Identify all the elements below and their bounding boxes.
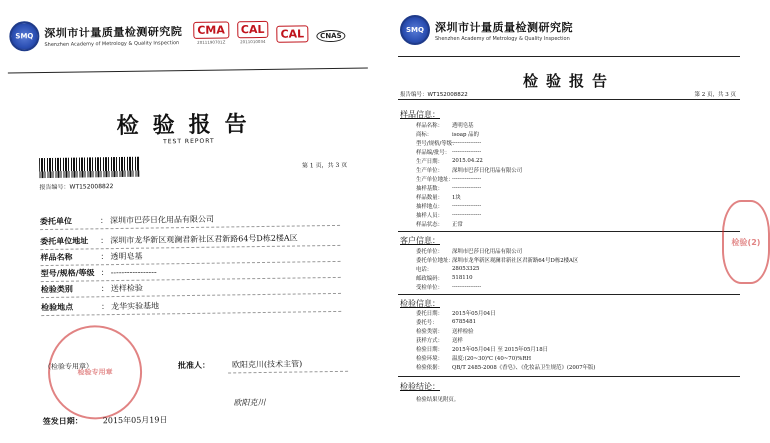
cert-cal-2: CAL [276,25,308,43]
info-row: 样品名称： 透明皂基 [416,122,474,129]
section-test-info: 检验信息： [400,299,440,308]
report-number: 报告编号：WT152008822 [39,183,114,192]
signature: 欧阳克川 [233,397,266,407]
report-title: 检验报告 [116,111,261,140]
cert-cnas: CNAS [316,30,346,43]
seal-caption: （检验专用章） [43,362,94,372]
info-row: 生产日期： 2015.04.22 [416,157,483,165]
info-row: 委托日期： 2015年05月04日 [416,310,496,317]
field-approver: 批准人： 欧阳克川(技术主管) [177,358,303,370]
info-row: 型号/规格/等级： ---------------- [416,139,482,147]
report-page-1 [3,5,377,442]
report-page-2 [392,10,761,440]
divider [398,99,740,100]
barcode [39,157,139,178]
info-row: 生产单位地址： ---------------- [416,175,482,183]
info-row: 检验日期： 2015年05月04日 至 2015年05月18日 [416,346,549,353]
side-seal: 检验(2) [722,200,770,284]
org-name-en: Shenzhen Academy of Metrology & Quality Inspection [44,39,180,48]
divider [398,294,740,295]
info-row: 获样方式： 送样 [416,337,463,344]
org-header [9,18,182,52]
info-row: 样品编/批号： ---------------- [416,148,482,156]
field-client: 委托单位 ： 深圳市巴莎日化用品有限公司 [39,214,214,226]
field-issue-date: 签发日期： 2015年05月19日 [42,414,168,426]
info-row: 受检单位： ---------------- [416,283,482,291]
smq-logo: SMQ [400,15,430,45]
report-title: 检验报告 [522,72,615,90]
section-conclusion: 检验结论： [400,382,440,391]
org-name-en: Shenzhen Academy of Metrology & Quality Inspection [435,35,570,42]
info-row: 抽样人员： ---------------- [416,211,482,219]
section-client-info: 客户信息： [400,236,440,245]
info-row: 生产单位： 深圳市巴莎日化用品有限公司 [416,167,523,174]
inspection-seal: 检验专用章 [47,325,142,420]
info-row: 委托号： 6785481 [416,318,477,326]
info-row: 抽样基数： ---------------- [416,184,482,192]
info-row: 商标： isoap 品的 [416,131,479,138]
conclusion-text: 检验结果见附页。 [416,396,460,403]
page-info: 第 1 页，共 3 页 [301,161,348,170]
info-row: 抽样地点： ---------------- [416,202,482,210]
org-name-cn: 深圳市计量质量检测研究院 [435,20,573,34]
section-sample-info: 样品信息： [400,110,440,119]
info-row: 电话： 28053325 [416,265,480,273]
info-row: 邮政编码： 518110 [416,274,473,282]
cert-cma: CMA 2011190701Z [193,21,229,44]
divider [398,376,740,377]
cert-cal-1: CAL 2011010034 [237,21,269,44]
info-row: 委托单位： 深圳市巴莎日化用品有限公司 [416,248,523,255]
field-test-location: 检验地点 ： 龙华实验基地 [41,300,160,312]
info-row: 检验环境： 温度:(20~30)℃ (40~70)%RH [416,355,532,362]
field-sample-name: 样品名称 ： 透明皂基 [40,251,143,262]
info-row: 委托单位地址： 深圳市龙华新区观澜君新社区君新路64号D栋2楼A区 [416,257,579,264]
smq-logo: SMQ [9,21,39,51]
info-row: 检验依据： QB/T 2485-2008《香皂》、《化妆品卫生规范》(2007年版) [416,364,596,371]
divider [398,231,740,232]
header-rule [398,56,740,57]
info-row: 样品数量： 1块 [416,194,461,201]
cert-marks [193,20,346,45]
field-model: 型号/规格/等级 ： ----------------- [40,266,157,278]
info-row: 样品状态： 正常 [416,221,463,228]
report-number: 报告编号：WT152008822 [400,92,468,98]
page-info: 第 2 页，共 3 页 [694,92,736,98]
org-name-cn: 深圳市计量质量检测研究院 [44,24,183,40]
header-rule [8,68,368,74]
org-header [400,14,573,46]
field-client-address: 委托单位地址 ： 深圳市龙华新区观澜君新社区君新路64号D栋2楼A区 [40,232,298,246]
field-test-type: 检验类别 ： 送样检验 [40,283,143,294]
report-subtitle: TEST REPORT [163,137,215,146]
info-row: 检验类别： 送样检验 [416,328,474,335]
